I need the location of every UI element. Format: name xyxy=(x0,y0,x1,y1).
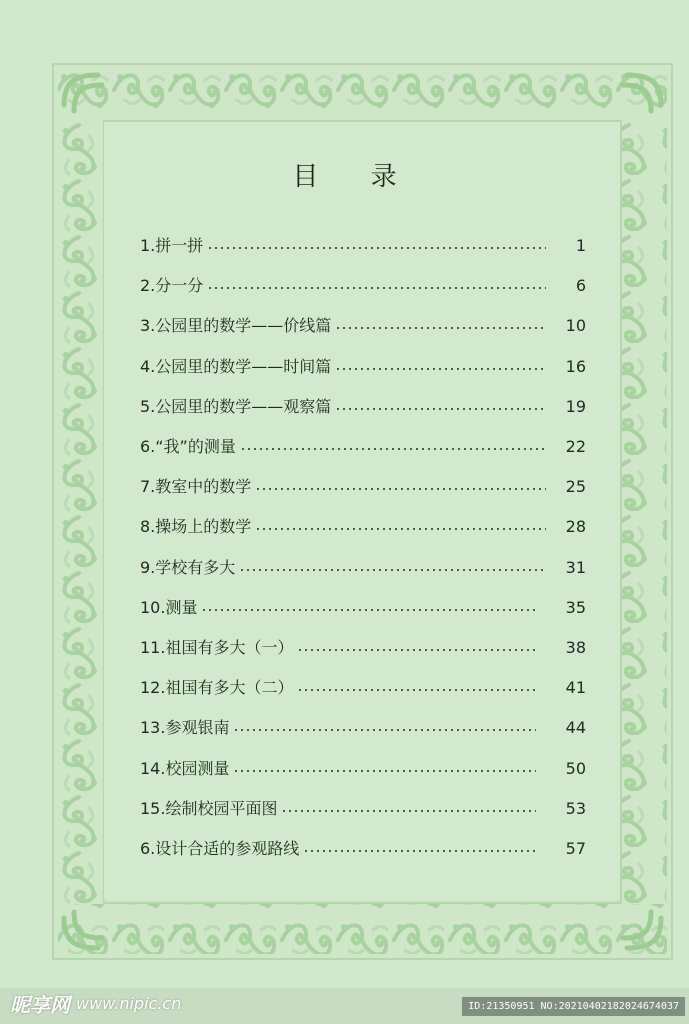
toc-dot-leader xyxy=(297,689,536,691)
toc-dot-leader xyxy=(240,448,546,450)
toc-entry-page-number: 6 xyxy=(575,276,586,296)
toc-dot-leader xyxy=(281,810,536,812)
toc-entry-title: 8.操场上的数学 xyxy=(140,517,252,537)
toc-entry-page-number: 1 xyxy=(575,236,586,256)
watermark-brand xyxy=(10,989,181,1018)
toc-entry[interactable] xyxy=(140,427,590,467)
toc-entry-page-number: 10 xyxy=(565,316,586,336)
toc-entry[interactable] xyxy=(140,347,590,387)
toc-entry-page-number: 44 xyxy=(565,718,586,738)
toc-dot-leader xyxy=(335,327,546,329)
toc-entry[interactable] xyxy=(140,588,590,628)
toc-entry-title: 5.公园里的数学——观察篇 xyxy=(140,396,332,416)
toc-entry-page-number: 35 xyxy=(565,597,586,617)
toc-entry-title: 3.公园里的数学——价线篇 xyxy=(140,316,332,336)
toc-dot-leader xyxy=(335,408,546,410)
toc-entry-page-number: 22 xyxy=(565,437,586,457)
toc-entry[interactable] xyxy=(140,226,590,266)
toc-entry-title: 4.公园里的数学——时间篇 xyxy=(140,356,332,376)
watermark-id: ID:21350951 NO:20210402182024674037 xyxy=(462,997,685,1016)
toc-entry-title: 13.参观银南 xyxy=(140,718,230,738)
toc-entry[interactable] xyxy=(140,266,590,306)
toc-dot-leader xyxy=(233,770,536,772)
toc-dot-leader xyxy=(303,850,536,852)
toc-entry[interactable] xyxy=(140,668,590,708)
toc-entry-title: 9.学校有多大 xyxy=(140,557,236,577)
toc-dot-leader xyxy=(207,287,546,289)
toc-dot-leader xyxy=(239,569,546,571)
toc-entry[interactable] xyxy=(140,628,590,668)
toc-entry-title: 7.教室中的数学 xyxy=(140,477,252,497)
toc-entry-page-number: 25 xyxy=(565,477,586,497)
toc-entry[interactable] xyxy=(140,306,590,346)
toc-entry-page-number: 31 xyxy=(565,557,586,577)
toc-entry-title: 6.“我”的测量 xyxy=(140,437,236,457)
toc-entry-page-number: 53 xyxy=(565,798,586,818)
watermark-bar xyxy=(0,988,689,1024)
page-title: 目 录 xyxy=(292,162,419,192)
toc-dot-leader xyxy=(201,609,536,611)
toc-entry-page-number: 38 xyxy=(565,637,586,657)
toc-entry-title: 2.分一分 xyxy=(140,276,204,296)
toc-entry[interactable] xyxy=(140,748,590,788)
toc-entry[interactable] xyxy=(140,467,590,507)
watermark-logo: 昵享网 xyxy=(10,993,70,1017)
toc-dot-leader xyxy=(255,528,546,530)
toc-dot-leader xyxy=(233,729,536,731)
toc-entry-title: 15.绘制校园平面图 xyxy=(140,798,278,818)
toc-entry-title: 1.拼一拼 xyxy=(140,236,204,256)
toc-entry-page-number: 16 xyxy=(565,356,586,376)
toc-entry-title: 11.祖国有多大（一） xyxy=(140,637,294,657)
toc-entry[interactable] xyxy=(140,789,590,829)
toc-entry-page-number: 41 xyxy=(565,678,586,698)
toc-dot-leader xyxy=(207,247,546,249)
toc-dot-leader xyxy=(335,368,546,370)
toc-dot-leader xyxy=(255,488,546,490)
table-of-contents xyxy=(140,226,590,869)
toc-entry[interactable] xyxy=(140,507,590,547)
toc-entry[interactable] xyxy=(140,548,590,588)
toc-entry-page-number: 50 xyxy=(565,758,586,778)
toc-entry[interactable] xyxy=(140,387,590,427)
toc-entry[interactable] xyxy=(140,829,590,869)
toc-entry-title: 10.测量 xyxy=(140,597,198,617)
toc-entry-page-number: 19 xyxy=(565,396,586,416)
toc-dot-leader xyxy=(297,649,536,651)
toc-entry-title: 6.设计合适的参观路线 xyxy=(140,838,300,858)
toc-entry[interactable] xyxy=(140,708,590,748)
toc-entry-page-number: 57 xyxy=(565,838,586,858)
toc-entry-page-number: 28 xyxy=(565,517,586,537)
toc-entry-title: 14.校园测量 xyxy=(140,758,230,778)
toc-entry-title: 12.祖国有多大（二） xyxy=(140,678,294,698)
watermark-url: www.nipic.cn xyxy=(76,994,182,1013)
